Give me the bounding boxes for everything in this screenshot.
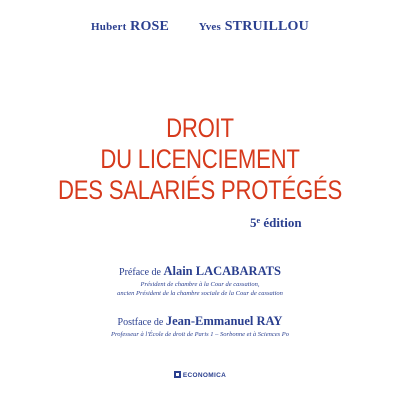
title-line: DROIT <box>166 113 234 143</box>
edition-number: 5 <box>250 215 257 230</box>
author-2 <box>199 19 309 35</box>
authors <box>0 19 400 35</box>
postface-heading <box>0 314 400 330</box>
book-title <box>36 113 364 206</box>
author-given-name: Hubert <box>91 21 127 33</box>
title-line: DU LICENCIEMENT <box>100 144 300 174</box>
edition-label <box>250 215 302 231</box>
preface-prefix: Préface de <box>119 267 164 278</box>
author-family-name: ROSE <box>130 19 170 34</box>
author-1 <box>91 19 169 35</box>
publisher <box>0 371 400 379</box>
publisher-name: ECONOMICA <box>182 372 227 379</box>
preface-note: Président de chambre à la Cour de cassation, <box>140 281 260 288</box>
preface-block <box>0 264 400 298</box>
edition-text: édition <box>260 215 302 230</box>
preface-heading <box>0 264 400 280</box>
postface-author: Jean-Emmanuel RAY <box>165 314 283 328</box>
edition-suffix: e <box>256 216 261 225</box>
postface-note: Professeur à l'École de droit de Paris 1 – Sorbonne et à Sciences Po <box>111 331 289 338</box>
author-family-name: STRUILLOU <box>224 19 309 34</box>
publisher-logo-icon <box>174 371 181 378</box>
preface-note: ancien Président de la chambre sociale de la Cour de cassation <box>117 290 283 297</box>
postface-block <box>0 314 400 339</box>
author-given-name: Yves <box>198 21 221 33</box>
preface-author: Alain LACABARATS <box>163 264 281 278</box>
postface-prefix: Postface de <box>117 317 166 328</box>
title-line: DES SALARIÉS PROTÉGÉS <box>58 175 342 205</box>
